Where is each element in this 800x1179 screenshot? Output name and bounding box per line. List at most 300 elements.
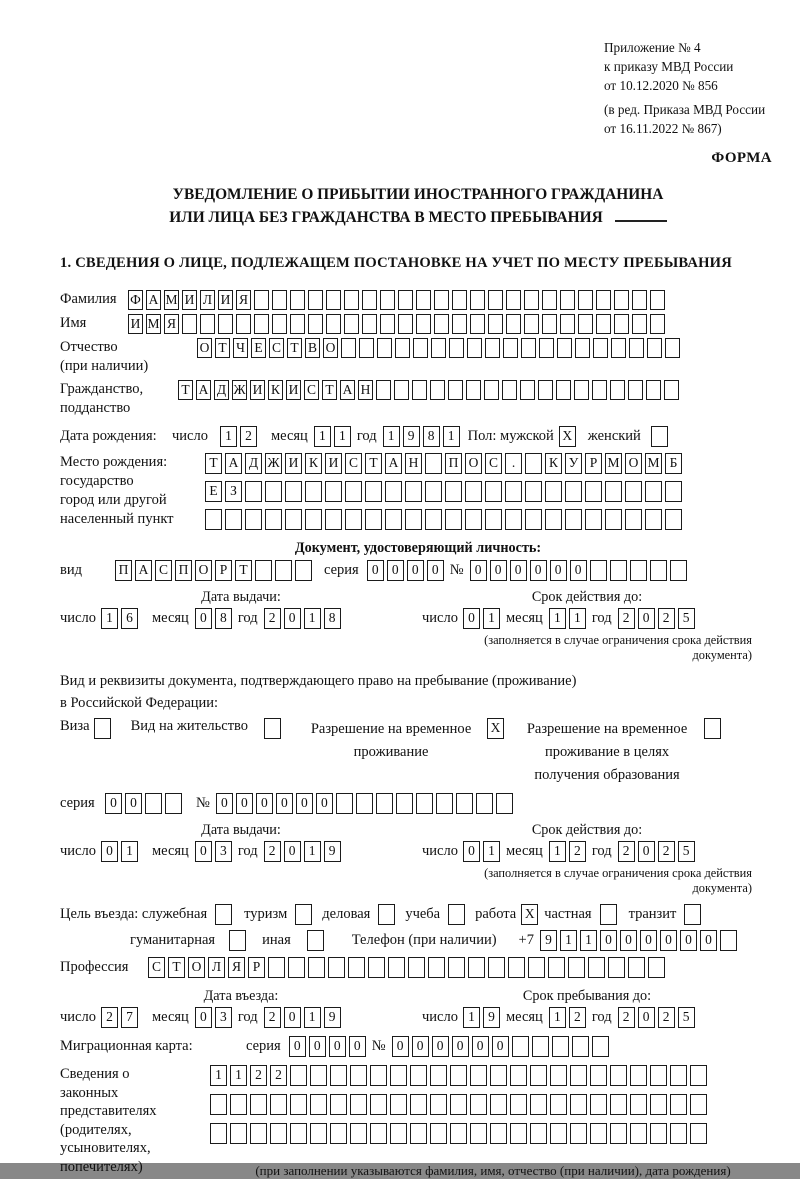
form-cell[interactable]: 0 (700, 930, 717, 951)
form-cell[interactable] (665, 509, 682, 530)
form-cell[interactable] (484, 380, 499, 400)
form-cell[interactable]: 0 (640, 930, 657, 951)
form-cell[interactable]: С (269, 338, 284, 358)
form-cell[interactable] (310, 1123, 327, 1144)
form-cell[interactable]: К (305, 453, 322, 474)
form-cell[interactable] (330, 1123, 347, 1144)
form-cell[interactable] (425, 453, 442, 474)
form-cell[interactable]: 0 (284, 841, 301, 862)
form-cell[interactable] (452, 290, 467, 310)
form-cell[interactable] (588, 957, 605, 978)
form-cell[interactable] (410, 1123, 427, 1144)
form-cell[interactable] (268, 957, 285, 978)
form-cell[interactable]: 3 (215, 841, 232, 862)
migration-series-field[interactable] (289, 1036, 366, 1057)
form-cell[interactable] (670, 1094, 687, 1115)
form-cell[interactable] (465, 481, 482, 502)
form-cell[interactable] (570, 1094, 587, 1115)
form-cell[interactable]: 0 (236, 793, 253, 814)
form-cell[interactable]: К (545, 453, 562, 474)
form-cell[interactable]: 1 (230, 1065, 247, 1086)
form-cell[interactable] (503, 338, 518, 358)
form-cell[interactable] (405, 481, 422, 502)
form-cell[interactable]: 9 (540, 930, 557, 951)
form-cell[interactable] (630, 560, 647, 581)
form-cell[interactable]: О (625, 453, 642, 474)
form-cell[interactable] (530, 1094, 547, 1115)
form-cell[interactable]: Ж (265, 453, 282, 474)
form-cell[interactable] (290, 1123, 307, 1144)
form-cell[interactable]: 2 (658, 608, 675, 629)
form-cell[interactable] (590, 1094, 607, 1115)
form-cell[interactable] (590, 1123, 607, 1144)
form-cell[interactable] (468, 957, 485, 978)
form-cell[interactable] (295, 560, 312, 581)
form-cell[interactable]: 6 (121, 608, 138, 629)
form-cell[interactable]: 9 (324, 841, 341, 862)
form-cell[interactable] (528, 957, 545, 978)
form-cell[interactable] (508, 957, 525, 978)
purpose-other-checkbox[interactable] (307, 930, 324, 951)
form-cell[interactable]: 0 (101, 841, 118, 862)
form-cell[interactable]: 2 (264, 841, 281, 862)
form-cell[interactable]: 0 (296, 793, 313, 814)
form-cell[interactable] (557, 338, 572, 358)
form-cell[interactable] (592, 380, 607, 400)
form-cell[interactable] (398, 314, 413, 334)
form-cell[interactable]: 1 (549, 841, 566, 862)
form-cell[interactable] (542, 290, 557, 310)
form-cell[interactable] (570, 1123, 587, 1144)
form-cell[interactable] (610, 1065, 627, 1086)
form-cell[interactable] (330, 1094, 347, 1115)
form-cell[interactable] (485, 509, 502, 530)
form-cell[interactable] (236, 314, 251, 334)
form-cell[interactable]: 0 (432, 1036, 449, 1057)
form-cell[interactable] (485, 338, 500, 358)
form-cell[interactable] (378, 904, 395, 925)
form-cell[interactable]: М (645, 453, 662, 474)
form-cell[interactable]: 1 (314, 426, 331, 447)
form-cell[interactable] (530, 1123, 547, 1144)
form-cell[interactable] (325, 481, 342, 502)
form-cell[interactable]: 0 (470, 560, 487, 581)
form-cell[interactable] (285, 509, 302, 530)
form-cell[interactable] (434, 290, 449, 310)
form-cell[interactable]: 0 (195, 1007, 212, 1028)
form-cell[interactable] (182, 314, 197, 334)
form-cell[interactable] (490, 1065, 507, 1086)
form-cell[interactable] (445, 481, 462, 502)
form-cell[interactable] (448, 957, 465, 978)
form-cell[interactable] (145, 793, 162, 814)
form-cell[interactable] (218, 314, 233, 334)
form-cell[interactable] (368, 957, 385, 978)
form-cell[interactable]: 1 (569, 608, 586, 629)
form-cell[interactable]: И (218, 290, 233, 310)
form-cell[interactable]: 1 (549, 608, 566, 629)
form-cell[interactable] (270, 1094, 287, 1115)
form-cell[interactable] (496, 793, 513, 814)
form-cell[interactable] (665, 338, 680, 358)
form-cell[interactable] (650, 1065, 667, 1086)
form-cell[interactable]: 9 (483, 1007, 500, 1028)
form-cell[interactable] (264, 718, 281, 739)
form-cell[interactable] (230, 1123, 247, 1144)
form-cell[interactable]: Т (322, 380, 337, 400)
form-cell[interactable]: 0 (638, 841, 655, 862)
form-cell[interactable] (614, 314, 629, 334)
form-cell[interactable] (308, 314, 323, 334)
form-cell[interactable]: 1 (304, 608, 321, 629)
form-cell[interactable]: Д (214, 380, 229, 400)
form-cell[interactable] (485, 481, 502, 502)
form-cell[interactable]: А (225, 453, 242, 474)
form-cell[interactable] (476, 793, 493, 814)
form-cell[interactable] (408, 957, 425, 978)
patronymic-field[interactable] (197, 338, 680, 358)
form-cell[interactable] (521, 338, 536, 358)
form-cell[interactable] (590, 1065, 607, 1086)
form-cell[interactable]: 2 (101, 1007, 118, 1028)
representatives-row3[interactable] (210, 1123, 707, 1144)
form-cell[interactable]: . (505, 453, 522, 474)
form-cell[interactable] (611, 338, 626, 358)
form-cell[interactable]: 1 (304, 841, 321, 862)
form-cell[interactable] (412, 380, 427, 400)
form-cell[interactable] (307, 930, 324, 951)
form-cell[interactable]: Р (215, 560, 232, 581)
purpose-humanitarian-checkbox[interactable] (229, 930, 246, 951)
temp-permit-edu-checkbox[interactable] (704, 718, 721, 739)
form-cell[interactable]: А (340, 380, 355, 400)
residence-series-field[interactable] (105, 793, 182, 814)
form-cell[interactable]: 2 (240, 426, 257, 447)
form-cell[interactable]: Т (365, 453, 382, 474)
form-cell[interactable] (651, 426, 668, 447)
form-cell[interactable] (568, 957, 585, 978)
form-cell[interactable]: Ж (232, 380, 247, 400)
form-cell[interactable]: Л (200, 290, 215, 310)
form-cell[interactable] (390, 1094, 407, 1115)
form-cell[interactable] (605, 481, 622, 502)
form-cell[interactable]: О (197, 338, 212, 358)
form-cell[interactable] (574, 380, 589, 400)
form-cell[interactable] (548, 957, 565, 978)
form-cell[interactable] (388, 957, 405, 978)
form-cell[interactable]: 2 (618, 841, 635, 862)
form-cell[interactable]: 0 (492, 1036, 509, 1057)
form-cell[interactable] (345, 481, 362, 502)
form-cell[interactable] (646, 380, 661, 400)
form-cell[interactable] (410, 1065, 427, 1086)
form-cell[interactable] (434, 314, 449, 334)
citizenship-field[interactable] (178, 380, 679, 400)
form-cell[interactable] (578, 314, 593, 334)
form-cell[interactable]: 2 (658, 1007, 675, 1028)
form-cell[interactable]: С (148, 957, 165, 978)
form-cell[interactable] (512, 1036, 529, 1057)
form-cell[interactable] (456, 793, 473, 814)
form-cell[interactable]: 0 (490, 560, 507, 581)
form-cell[interactable]: П (115, 560, 132, 581)
form-cell[interactable] (470, 314, 485, 334)
form-cell[interactable] (385, 481, 402, 502)
form-cell[interactable] (348, 957, 365, 978)
form-cell[interactable] (470, 1123, 487, 1144)
form-cell[interactable] (572, 1036, 589, 1057)
form-cell[interactable] (570, 1065, 587, 1086)
form-cell[interactable] (605, 509, 622, 530)
form-cell[interactable]: 7 (121, 1007, 138, 1028)
form-cell[interactable] (255, 560, 272, 581)
form-cell[interactable]: 0 (195, 608, 212, 629)
form-cell[interactable] (275, 560, 292, 581)
res-issue-day[interactable] (101, 841, 138, 862)
id-valid-month[interactable] (549, 608, 586, 629)
form-cell[interactable]: 1 (580, 930, 597, 951)
form-cell[interactable]: 0 (660, 930, 677, 951)
form-cell[interactable] (560, 290, 575, 310)
form-cell[interactable] (288, 957, 305, 978)
form-cell[interactable] (506, 290, 521, 310)
stay-year[interactable] (618, 1007, 695, 1028)
form-cell[interactable] (325, 509, 342, 530)
form-cell[interactable] (290, 314, 305, 334)
form-cell[interactable] (575, 338, 590, 358)
form-cell[interactable]: 3 (215, 1007, 232, 1028)
form-cell[interactable] (488, 314, 503, 334)
purpose-private-checkbox[interactable] (600, 904, 617, 925)
form-cell[interactable]: 0 (284, 1007, 301, 1028)
form-cell[interactable] (272, 314, 287, 334)
form-cell[interactable]: 0 (530, 560, 547, 581)
form-cell[interactable] (448, 904, 465, 925)
form-cell[interactable] (452, 314, 467, 334)
form-cell[interactable]: М (164, 290, 179, 310)
form-cell[interactable] (245, 509, 262, 530)
entry-month[interactable] (195, 1007, 232, 1028)
form-cell[interactable]: 2 (569, 841, 586, 862)
res-valid-year[interactable] (618, 841, 695, 862)
form-cell[interactable] (308, 290, 323, 310)
form-cell[interactable] (670, 1065, 687, 1086)
form-cell[interactable] (350, 1065, 367, 1086)
form-cell[interactable]: 2 (658, 841, 675, 862)
form-cell[interactable] (225, 509, 242, 530)
form-cell[interactable]: 0 (105, 793, 122, 814)
form-cell[interactable] (385, 509, 402, 530)
form-cell[interactable] (525, 509, 542, 530)
form-cell[interactable] (467, 338, 482, 358)
form-cell[interactable]: 2 (264, 1007, 281, 1028)
form-cell[interactable] (308, 957, 325, 978)
form-cell[interactable] (265, 481, 282, 502)
form-cell[interactable] (630, 1094, 647, 1115)
form-cell[interactable] (270, 1123, 287, 1144)
form-cell[interactable] (290, 1094, 307, 1115)
res-valid-day[interactable] (463, 841, 500, 862)
form-cell[interactable] (326, 290, 341, 310)
form-cell[interactable]: 1 (443, 426, 460, 447)
form-cell[interactable] (625, 481, 642, 502)
form-cell[interactable] (370, 1094, 387, 1115)
form-cell[interactable]: Л (208, 957, 225, 978)
form-cell[interactable] (380, 314, 395, 334)
form-cell[interactable]: 5 (678, 841, 695, 862)
form-cell[interactable]: 0 (329, 1036, 346, 1057)
form-cell[interactable]: Т (215, 338, 230, 358)
form-cell[interactable] (593, 338, 608, 358)
form-cell[interactable] (310, 1094, 327, 1115)
form-cell[interactable]: 2 (270, 1065, 287, 1086)
form-cell[interactable]: 2 (618, 1007, 635, 1028)
doc-number-field[interactable] (470, 560, 687, 581)
form-cell[interactable]: П (445, 453, 462, 474)
form-cell[interactable]: 1 (304, 1007, 321, 1028)
form-cell[interactable]: С (485, 453, 502, 474)
form-cell[interactable] (336, 793, 353, 814)
form-cell[interactable] (310, 1065, 327, 1086)
entry-day[interactable] (101, 1007, 138, 1028)
form-cell[interactable]: Б (665, 453, 682, 474)
birth-month-field[interactable] (314, 426, 351, 447)
form-cell[interactable]: X (487, 718, 504, 739)
form-cell[interactable] (245, 481, 262, 502)
form-cell[interactable] (490, 1094, 507, 1115)
form-cell[interactable]: 1 (483, 841, 500, 862)
form-cell[interactable] (356, 793, 373, 814)
purpose-transit-checkbox[interactable] (684, 904, 701, 925)
form-cell[interactable] (647, 338, 662, 358)
form-cell[interactable]: И (182, 290, 197, 310)
form-cell[interactable]: Д (245, 453, 262, 474)
form-cell[interactable] (539, 338, 554, 358)
form-cell[interactable]: 0 (367, 560, 384, 581)
form-cell[interactable]: 0 (407, 560, 424, 581)
form-cell[interactable]: М (605, 453, 622, 474)
form-cell[interactable] (505, 509, 522, 530)
form-cell[interactable] (376, 380, 391, 400)
form-cell[interactable]: А (146, 290, 161, 310)
form-cell[interactable] (596, 314, 611, 334)
form-cell[interactable] (650, 1123, 667, 1144)
form-cell[interactable] (525, 481, 542, 502)
form-cell[interactable] (230, 1094, 247, 1115)
form-cell[interactable] (326, 314, 341, 334)
form-cell[interactable]: Е (205, 481, 222, 502)
form-cell[interactable] (664, 380, 679, 400)
form-cell[interactable] (350, 1094, 367, 1115)
form-cell[interactable] (625, 509, 642, 530)
form-cell[interactable] (550, 1094, 567, 1115)
form-cell[interactable]: А (385, 453, 402, 474)
form-cell[interactable]: Р (248, 957, 265, 978)
form-cell[interactable] (628, 380, 643, 400)
birth-place-row1[interactable] (205, 453, 682, 474)
form-cell[interactable] (628, 957, 645, 978)
form-cell[interactable] (450, 1094, 467, 1115)
form-cell[interactable] (362, 290, 377, 310)
form-cell[interactable]: 0 (638, 608, 655, 629)
form-cell[interactable] (370, 1123, 387, 1144)
form-cell[interactable] (445, 509, 462, 530)
form-cell[interactable] (205, 509, 222, 530)
form-cell[interactable] (328, 957, 345, 978)
form-cell[interactable] (545, 509, 562, 530)
residence-permit-checkbox[interactable] (264, 718, 281, 739)
form-cell[interactable] (632, 314, 647, 334)
form-cell[interactable] (629, 338, 644, 358)
form-cell[interactable] (450, 1065, 467, 1086)
form-cell[interactable] (525, 453, 542, 474)
purpose-tourism-checkbox[interactable] (295, 904, 312, 925)
form-cell[interactable] (524, 314, 539, 334)
res-issue-year[interactable] (264, 841, 341, 862)
form-cell[interactable]: 1 (483, 608, 500, 629)
form-cell[interactable] (416, 314, 431, 334)
form-cell[interactable] (645, 481, 662, 502)
form-cell[interactable]: 1 (334, 426, 351, 447)
form-cell[interactable] (720, 930, 737, 951)
form-cell[interactable]: X (559, 426, 576, 447)
form-cell[interactable]: З (225, 481, 242, 502)
form-cell[interactable]: 1 (210, 1065, 227, 1086)
form-cell[interactable]: И (250, 380, 265, 400)
form-cell[interactable]: А (135, 560, 152, 581)
form-cell[interactable]: 0 (680, 930, 697, 951)
id-issue-day[interactable] (101, 608, 138, 629)
form-cell[interactable] (395, 338, 410, 358)
purpose-study-checkbox[interactable] (448, 904, 465, 925)
form-cell[interactable] (670, 560, 687, 581)
form-cell[interactable]: 5 (678, 608, 695, 629)
form-cell[interactable] (265, 509, 282, 530)
form-cell[interactable] (250, 1123, 267, 1144)
form-cell[interactable] (505, 481, 522, 502)
form-cell[interactable]: Т (287, 338, 302, 358)
form-cell[interactable] (359, 338, 374, 358)
form-cell[interactable]: Т (168, 957, 185, 978)
form-cell[interactable] (377, 338, 392, 358)
form-cell[interactable] (704, 718, 721, 739)
form-cell[interactable] (200, 314, 215, 334)
form-cell[interactable] (690, 1065, 707, 1086)
form-cell[interactable]: О (188, 957, 205, 978)
form-cell[interactable] (488, 957, 505, 978)
form-cell[interactable] (545, 481, 562, 502)
phone-field[interactable] (540, 930, 737, 951)
birth-day-field[interactable] (220, 426, 257, 447)
form-cell[interactable]: 0 (276, 793, 293, 814)
form-cell[interactable] (390, 1065, 407, 1086)
form-cell[interactable] (502, 380, 517, 400)
form-cell[interactable]: М (146, 314, 161, 334)
surname-field[interactable] (128, 290, 665, 310)
form-cell[interactable]: 0 (570, 560, 587, 581)
form-cell[interactable] (449, 338, 464, 358)
form-cell[interactable] (608, 957, 625, 978)
form-cell[interactable] (448, 380, 463, 400)
form-cell[interactable] (425, 481, 442, 502)
form-cell[interactable] (470, 290, 485, 310)
form-cell[interactable]: 0 (463, 841, 480, 862)
form-cell[interactable] (431, 338, 446, 358)
form-cell[interactable] (506, 314, 521, 334)
sex-male-checkbox[interactable] (559, 426, 576, 447)
form-cell[interactable]: 0 (289, 1036, 306, 1057)
form-cell[interactable]: 0 (638, 1007, 655, 1028)
